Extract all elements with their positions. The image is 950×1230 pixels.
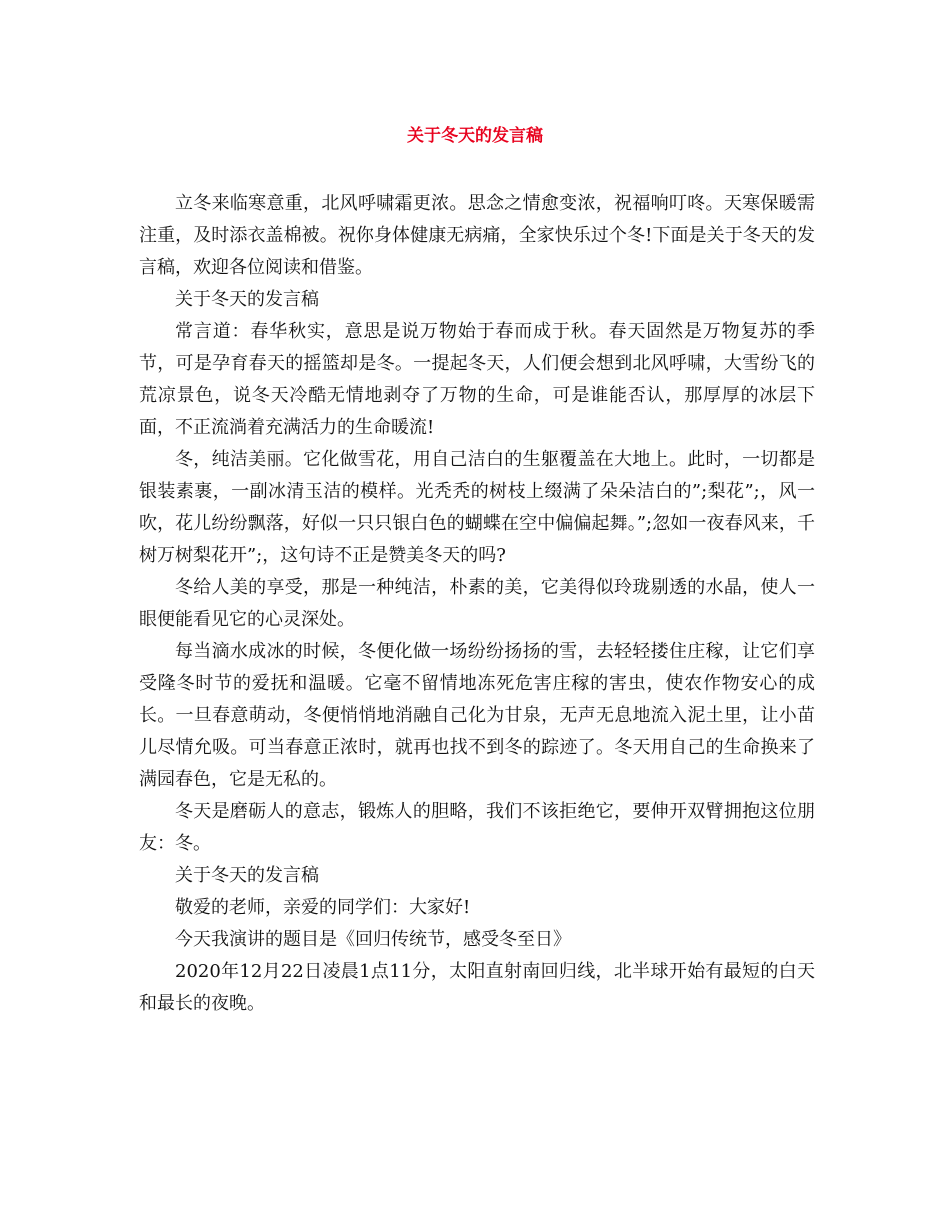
salutation-paragraph: 敬爱的老师，亲爱的同学们：大家好! xyxy=(175,897,471,918)
body-paragraph: 冬给人美的享受，那是一种纯洁，朴素的美，它美得似玲珑剔透的水晶，使人一眼便能看见它的心灵深处。 xyxy=(139,577,815,630)
topic-paragraph: 今天我演讲的题目是《回归传统节，感受冬至日》 xyxy=(175,929,571,950)
document-body xyxy=(139,188,815,1020)
body-paragraph: 常言道：春华秋实，意思是说万物始于春而成于秋。春天固然是万物复苏的季节，可是孕育春天的摇篮却是冬。一提起冬天，人们便会想到北风呼啸，大雪纷飞的荒凉景色，说冬天冷酷无情地剥夺了万物的生命，可是谁能否认，那厚厚的冰层下面，不正流淌着充满活力的生命暖流! xyxy=(139,321,815,438)
intro-paragraph: 立冬来临寒意重，北风呼啸霜更浓。思念之情愈变浓，祝福响叮咚。天寒保暖需注重，及时添衣盖棉被。祝你身体健康无病痛，全家快乐过个冬!下面是关于冬天的发言稿，欢迎各位阅读和借鉴。 xyxy=(139,193,815,278)
section-heading: 关于冬天的发言稿 xyxy=(175,289,319,310)
body-paragraph: 冬，纯洁美丽。它化做雪花，用自己洁白的生躯覆盖在大地上。此时，一切都是银装素裹，一副冰清玉洁的模样。光秃秃的树枝上缀满了朵朵洁白的”;梨花”;，风一吹，花儿纷纷飘落，好似一只只银白色的蝴蝶在空中偏偏起舞。”;忽如一夜春风来，千树万树梨花开”;，这句诗不正是赞美冬天的吗? xyxy=(139,449,815,566)
document-title: 关于冬天的发言稿 xyxy=(407,126,543,146)
body-paragraph: 2020年12月22日凌晨1点11分，太阳直射南回归线，北半球开始有最短的白天和最长的夜晚。 xyxy=(139,961,815,1014)
body-paragraph: 冬天是磨砺人的意志，锻炼人的胆略，我们不该拒绝它，要伸开双臂拥抱这位朋友：冬。 xyxy=(139,801,815,854)
section-heading: 关于冬天的发言稿 xyxy=(175,865,319,886)
body-paragraph: 每当滴水成冰的时候，冬便化做一场纷纷扬扬的雪，去轻轻搂住庄稼，让它们享受隆冬时节的爱抚和温暖。它毫不留情地冻死危害庄稼的害虫，使农作物安心的成长。一旦春意萌动，冬便悄悄地消融自己化为甘泉，无声无息地流入泥土里，让小苗儿尽情允吸。可当春意正浓时，就再也找不到冬的踪迹了。冬天用自己的生命换来了满园春色，它是无私的。 xyxy=(139,641,815,790)
